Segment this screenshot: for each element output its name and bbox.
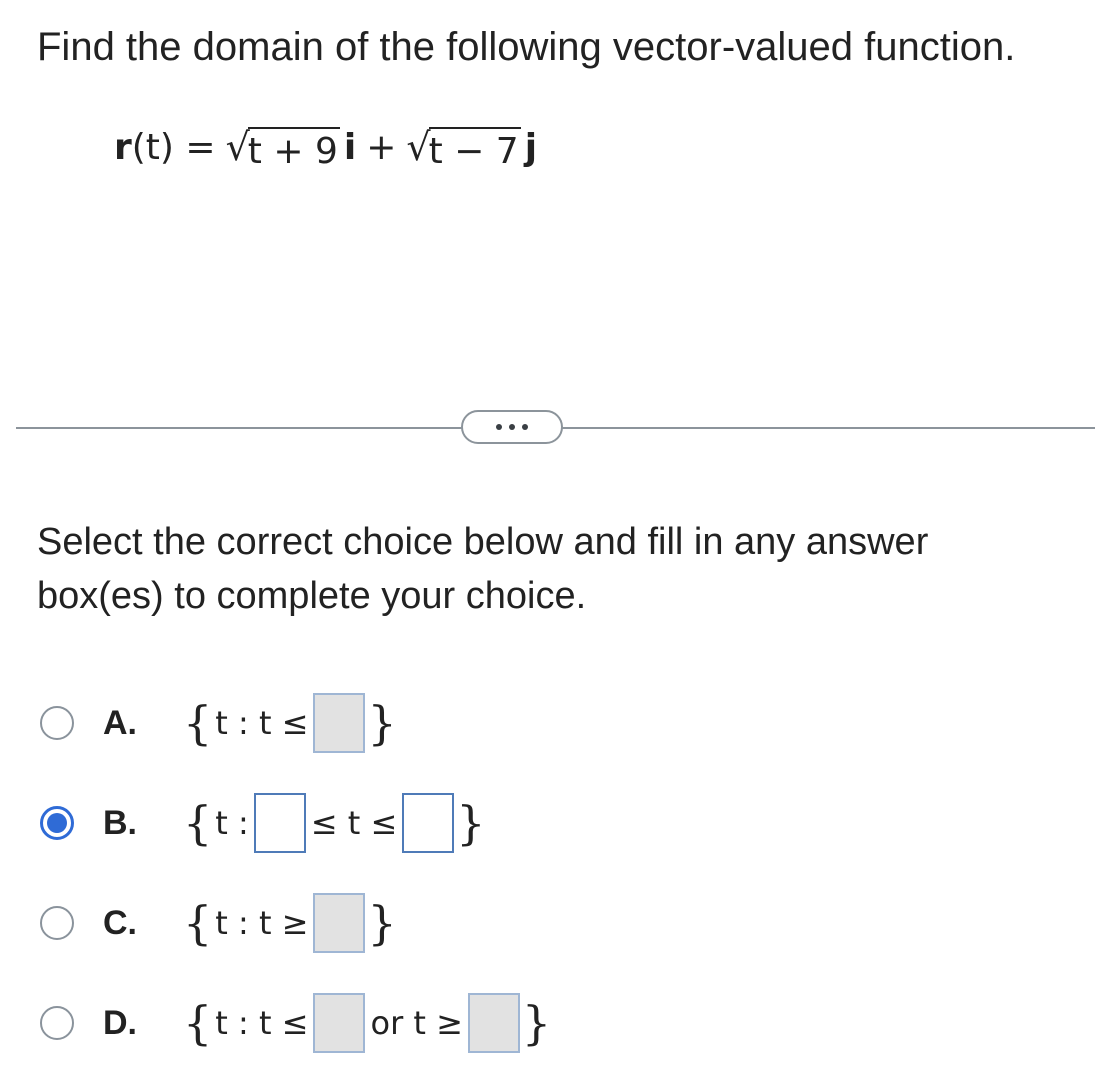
- choice-d-expression: [183, 993, 551, 1053]
- choice-c[interactable]: [40, 888, 397, 958]
- choice-a-expression: [183, 693, 397, 753]
- choice-b-letter: B.: [103, 803, 137, 842]
- answer-box-b1[interactable]: [254, 793, 306, 853]
- radio-choice-d[interactable]: [40, 1006, 74, 1040]
- choice-a-prefix: t : t ≤: [215, 704, 309, 742]
- choice-c-prefix: t : t ≥: [215, 904, 309, 942]
- unit-vector-j: j: [524, 126, 538, 168]
- radio-choice-b[interactable]: [40, 806, 74, 840]
- choice-a[interactable]: [40, 688, 397, 758]
- more-options-button[interactable]: [461, 410, 563, 444]
- vector-r: r: [114, 126, 132, 168]
- close-brace: }: [367, 696, 397, 750]
- choice-c-letter: C.: [103, 903, 137, 942]
- choice-a-letter: A.: [103, 703, 137, 742]
- sqrt-symbol: √: [225, 125, 250, 169]
- instruction-text: Select the correct choice below and fill in any answer box(es) to complete your choice.: [37, 521, 929, 617]
- question-text: Find the domain of the following vector-valued function.: [37, 25, 1016, 69]
- choice-b-middle: ≤ t ≤: [310, 804, 398, 842]
- radio-choice-a[interactable]: [40, 706, 74, 740]
- choice-d-middle: or t ≥: [370, 1004, 463, 1042]
- plus-sign: +: [366, 126, 397, 168]
- choice-b-prefix: t :: [215, 804, 249, 842]
- choice-b[interactable]: [40, 788, 486, 858]
- radical-1: [226, 122, 340, 173]
- open-brace: {: [183, 796, 213, 850]
- radical-2: [406, 122, 520, 173]
- radicand-1: t + 9: [248, 127, 340, 173]
- dot-icon: [522, 424, 528, 430]
- radio-selected-dot: [47, 813, 67, 833]
- choice-d-prefix: t : t ≤: [215, 1004, 309, 1042]
- function-argument: (t) =: [131, 126, 216, 168]
- choice-c-expression: [183, 893, 397, 953]
- dot-icon: [496, 424, 502, 430]
- open-brace: {: [183, 696, 213, 750]
- choice-b-expression: [183, 793, 486, 853]
- close-brace: }: [456, 796, 486, 850]
- open-brace: {: [183, 896, 213, 950]
- answer-box-d1[interactable]: [313, 993, 365, 1053]
- close-brace: }: [521, 996, 552, 1050]
- vector-function-formula: [114, 122, 537, 173]
- answer-box-c1[interactable]: [313, 893, 365, 953]
- open-brace: {: [183, 996, 213, 1050]
- answer-box-b2[interactable]: [402, 793, 454, 853]
- dot-icon: [509, 424, 515, 430]
- choice-d-letter: D.: [103, 1003, 137, 1042]
- radicand-2: t − 7: [429, 127, 521, 173]
- radio-choice-c[interactable]: [40, 906, 74, 940]
- answer-box-d2[interactable]: [468, 993, 520, 1053]
- answer-box-a1[interactable]: [313, 693, 365, 753]
- close-brace: }: [367, 896, 397, 950]
- choice-d[interactable]: [40, 988, 551, 1058]
- sqrt-symbol: √: [406, 125, 431, 169]
- unit-vector-i: i: [343, 126, 357, 168]
